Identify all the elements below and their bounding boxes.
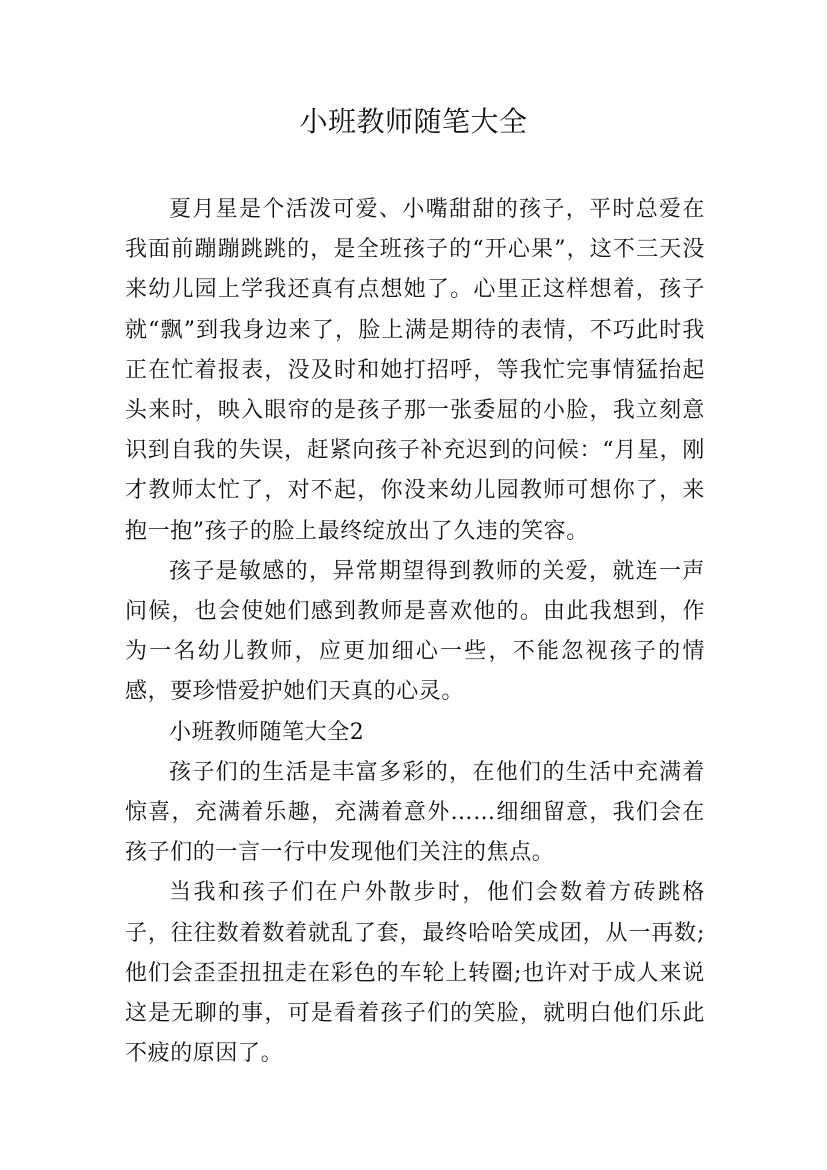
paragraph-4: 当我和孩子们在户外散步时，他们会数着方砖跳格子，往往数着数着就乱了套，最终哈哈笑成团，从一再数;他们会歪歪扭扭走在彩色的车轮上转圈;也许对于成人来说这是无聊的事，可是看着孩子们的笑脸，就明白他们乐此不疲的原因了。 [125,880,705,1067]
section-heading-2: 小班教师随笔大全2 [169,719,365,745]
paragraph-1: 夏月星是个活泼可爱、小嘴甜甜的孩子，平时总爱在我面前蹦蹦跳跳的，是全班孩子的“开心果”，这不三天没来幼儿园上学我还真有点想她了。心里正这样想着，孩子就“飘”到我身边来了，脸上满是期待的表情，不巧此时我正在忙着报表，没及时和她打招呼，等我忙完事情猛抬起头来时，映入眼帘的是孩子那一张委屈的小脸，我立刻意识到自我的失误，赶紧向孩子补充迟到的问候：“月星，刚才教师太忙了，对不起，你没来幼儿园教师可想你了，来抱一抱”孩子的脸上最终绽放出了久违的笑容。 [125,197,705,544]
page-title: 小班教师随笔大全 [299,105,528,138]
paragraph-2: 孩子是敏感的，异常期望得到教师的关爱，就连一声问候，也会使她们感到教师是喜欢他的。由此我想到，作为一名幼儿教师，应更加细心一些，不能忽视孩子的情感，要珍惜爱护她们天真的心灵。 [125,558,705,705]
paragraph-3: 孩子们的生活是丰富多彩的，在他们的生活中充满着惊喜，充满着乐趣，充满着意外……细细留意，我们会在孩子们的一言一行中发现他们关注的焦点。 [125,759,705,866]
document-body [125,190,705,1074]
